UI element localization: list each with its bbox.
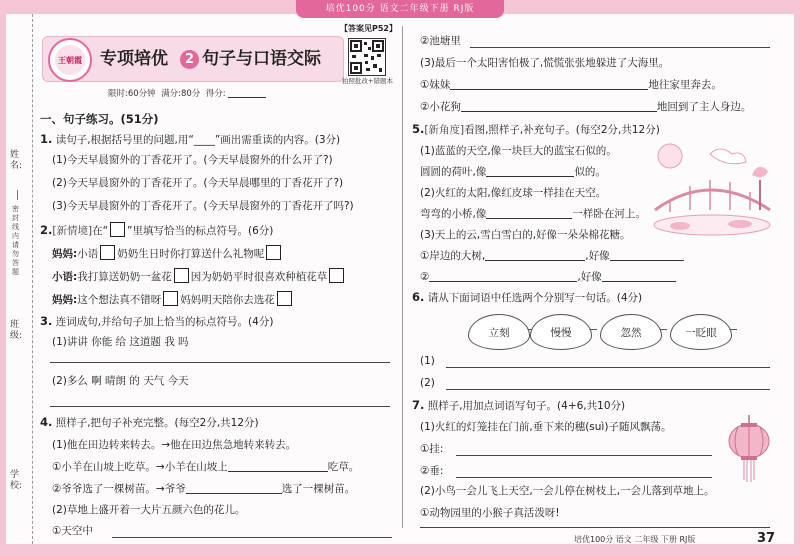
q-number: 2.: [40, 223, 53, 237]
speaker: 小语:: [52, 271, 78, 283]
q3-words-1: (1)讲讲 你能 给 这道题 我 吗: [52, 336, 189, 348]
r-item-pond: ②池塘里: [420, 35, 461, 47]
q-text: 在“: [92, 225, 109, 237]
q-text: 照样子,用加点词语写句子。(4+6,共10分): [427, 400, 626, 412]
time-limit: 限时:60分钟: [108, 89, 156, 99]
q7-item-hang: ①挂:: [420, 443, 444, 455]
section-title: 一、句子练习。(51分): [40, 112, 159, 126]
q7-item-monkey: ①动物园里的小猴子真活泼呀!: [420, 507, 560, 519]
score-field[interactable]: [228, 97, 266, 98]
name-label: 姓名:: [10, 150, 23, 171]
word-leaf-4[interactable]: 一眨眼: [670, 314, 732, 350]
dialogue-text: 奶奶生日时你打算送什么礼物呢: [117, 248, 265, 260]
page-title: [100, 44, 321, 69]
title-text: 句子与口语交际: [202, 49, 321, 69]
item-text: ①小羊在山坡上吃草。→小羊在山坡上: [52, 461, 228, 473]
answer-line[interactable]: [456, 455, 712, 456]
question-1: [40, 132, 340, 147]
q-tag: [新情境]: [52, 225, 93, 237]
answer-line[interactable]: [112, 537, 392, 538]
q-number: 5.: [412, 122, 425, 136]
qr-code-icon[interactable]: [348, 38, 386, 76]
q7-example-1: (1)火红的灯笼挂在门前,垂下来的穗(suì)子随风飘荡。: [420, 421, 672, 433]
side-line: [17, 190, 18, 200]
dialogue-text: 这个想法真不错呀: [77, 294, 162, 306]
answer-line[interactable]: [50, 406, 390, 407]
q5-item-2: [420, 207, 646, 221]
q7-example-2: (2)小鸟一会儿飞上天空,一会儿停在树枝上,一会儿落到草地上。: [420, 485, 715, 497]
item-text: 圆圆的荷叶,像: [420, 166, 487, 178]
q4-example-2: (2)草地上盛开着一大片五颜六色的花儿。: [52, 504, 246, 516]
page-frame-right: [794, 0, 800, 556]
answer-line[interactable]: [456, 477, 712, 478]
q4-item-1: [52, 460, 359, 474]
r-item-dog: [420, 100, 751, 114]
column-divider: [402, 26, 403, 528]
q7-item-droop: ②垂:: [420, 465, 444, 477]
test-meta: [108, 87, 266, 99]
item-text: 弯弯的小桥,像: [420, 208, 487, 220]
answer-blank[interactable]: [228, 471, 328, 472]
item-text: ,好像: [577, 271, 602, 283]
question-7: [412, 398, 625, 413]
answer-blank[interactable]: [602, 281, 676, 282]
q-tag: [新角度]: [424, 124, 465, 136]
score-label: 得分:: [205, 89, 226, 99]
answer-blank[interactable]: [610, 260, 684, 261]
q4-example: (1)他在田边转来转去。→他在田边焦急地转来转去。: [52, 439, 297, 451]
answer-blank[interactable]: [450, 89, 648, 90]
question-6: [412, 290, 642, 305]
punctuation-box: [110, 222, 125, 237]
item-text: 似的。: [574, 166, 606, 178]
item-text: ,好像: [585, 250, 610, 262]
answer-blank[interactable]: [461, 111, 657, 112]
q1-sentence-1[interactable]: (1)今天早晨窗外的丁香花开了。(今天早晨窗外的什么开了?): [52, 154, 333, 166]
school-label: 学校:: [10, 470, 23, 491]
page-frame-bottom: [0, 544, 800, 556]
q5-item-3: [420, 249, 684, 263]
q6-answer-2: (2): [420, 377, 435, 389]
q6-answer-1: (1): [420, 355, 435, 367]
item-text: 地回到了主人身边。: [656, 101, 752, 113]
punctuation-box[interactable]: [266, 245, 281, 260]
r-example: (3)最后一个太阳害怕极了,慌慌张张地躲进了大海里。: [420, 57, 670, 69]
answer-reference: 【答案见P52】: [340, 24, 397, 33]
q3-words-2: (2)多么 啊 晴朗 的 天气 今天: [52, 375, 189, 387]
header-tab: 培优100分 语文二年级下册 RJ版: [296, 0, 504, 18]
speaker: 妈妈:: [52, 294, 78, 306]
answer-line[interactable]: [470, 47, 770, 48]
lantern-illustration: [724, 415, 774, 489]
q-text: 连词成句,并给句子加上恰当的标点符号。(4分): [55, 316, 274, 328]
word-leaf-1[interactable]: 立刻: [468, 314, 530, 350]
q5-example-3: (3)天上的云,雪白雪白的,好像一朵朵棉花糖。: [420, 229, 631, 241]
q-text: 照样子,把句子补充完整。(每空2分,共12分): [55, 417, 259, 429]
q4-item-2: [52, 482, 355, 496]
word-leaf-2[interactable]: 慢慢: [530, 314, 592, 350]
r-item-sister: [420, 78, 722, 92]
q1-sentence-2[interactable]: (2)今天早晨窗外的丁香花开了。(今天早晨哪里的丁香花开了?): [52, 177, 344, 189]
q-number: 6.: [412, 290, 425, 304]
answer-blank[interactable]: [485, 260, 585, 261]
punctuation-box[interactable]: [174, 268, 189, 283]
q-text: 读句子,根据括号里的问题,用“____”画出需重读的内容。(3分): [55, 134, 341, 146]
dialogue-text: 我打算送奶奶一盆花: [77, 271, 172, 283]
answer-blank[interactable]: [186, 493, 282, 494]
brand-logo-text: 王朝霞: [55, 45, 85, 75]
item-text: 一样卧在河上。: [572, 208, 646, 220]
answer-blank[interactable]: [486, 218, 572, 219]
item-text: ①岸边的大树,: [420, 250, 486, 262]
q-text: 请从下面词语中任选两个分别写一句话。(4分): [427, 292, 643, 304]
binding-strip: [6, 14, 33, 544]
pond-bridge-illustration: [650, 140, 775, 244]
dialogue-text: 因为奶奶平时很喜欢种植花草: [190, 271, 328, 283]
dialogue-line-1: [52, 245, 283, 261]
speaker: 妈妈:: [52, 248, 78, 260]
q5-example-2: (2)火红的太阳,像红皮球一样挂在天空。: [420, 187, 607, 199]
item-text: 选了一棵树苗。: [281, 483, 356, 495]
question-5: [412, 122, 660, 137]
answer-line[interactable]: [50, 362, 390, 363]
q-number: 1.: [40, 132, 53, 146]
dialogue-text: 小语: [77, 248, 99, 260]
answer-blank[interactable]: [429, 281, 577, 282]
item-text: ②小花狗: [420, 101, 461, 113]
seal-note: 密封线内请勿答题: [12, 205, 19, 276]
q-text: 看图,照样子,补充句子。(每空2分,共12分): [464, 124, 660, 136]
qr-caption: 拍照批改+错题本: [342, 77, 393, 85]
title-prefix: 专项培优: [100, 49, 168, 69]
question-4: [40, 415, 259, 430]
question-2: [40, 222, 273, 238]
q1-sentence-3[interactable]: (3)今天早晨窗外的丁香花开了。(今天早晨窗外的丁香花开了吗?): [52, 200, 354, 212]
footer-text: 培优100分 语文 二年级 下册 RJ版: [574, 535, 696, 544]
punctuation-box[interactable]: [163, 291, 178, 306]
brand-logo: [48, 38, 92, 82]
q-text: ”里填写恰当的标点符号。(6分): [127, 225, 274, 237]
answer-line[interactable]: [446, 367, 770, 368]
q5-item-1: [420, 165, 606, 179]
answer-line[interactable]: [420, 527, 770, 528]
full-score: 满分:80分: [161, 89, 201, 99]
q-number: 3.: [40, 314, 53, 328]
item-text: ①妹妹: [420, 79, 451, 91]
word-leaf-3[interactable]: 忽然: [600, 314, 662, 350]
punctuation-box[interactable]: [329, 268, 344, 283]
dialogue-line-2: [52, 268, 346, 284]
q5-item-4: [420, 270, 676, 284]
q5-example-1: (1)蓝蓝的天空,像一块巨大的蓝宝石似的。: [420, 145, 617, 157]
question-3: [40, 314, 273, 329]
q-number: 7.: [412, 398, 425, 412]
q4-item-3: ①天空中: [52, 525, 93, 537]
dialogue-line-3: [52, 291, 294, 307]
title-number: 2: [180, 50, 199, 69]
q-number: 4.: [40, 415, 53, 429]
item-text: 吃草。: [327, 461, 360, 473]
item-text: ②: [420, 271, 430, 283]
dialogue-text: 妈妈明天陪你去选花: [180, 294, 275, 306]
item-text: ②爷爷选了一棵树苗。→爷爷: [52, 483, 186, 495]
answer-blank[interactable]: [486, 176, 574, 177]
punctuation-box[interactable]: [100, 245, 115, 260]
page-number: 37: [757, 531, 776, 546]
answer-line[interactable]: [446, 389, 770, 390]
punctuation-box[interactable]: [277, 291, 292, 306]
class-label: 班级:: [10, 320, 23, 341]
item-text: 地往家里奔去。: [648, 79, 722, 91]
